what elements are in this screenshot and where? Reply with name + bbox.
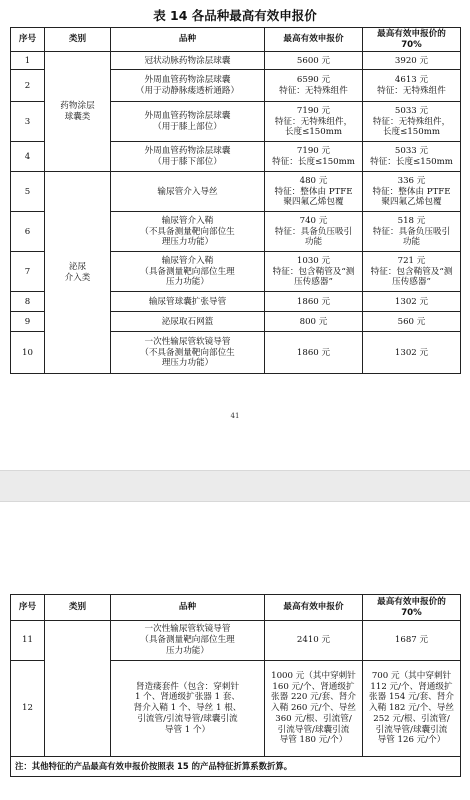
cell-max-price: 1030 元 特征：包含鞘管及“测 压传感器”: [265, 252, 363, 292]
header-price-70: 最高有效申报价的 70%: [363, 28, 461, 52]
table-note-row: [11, 757, 461, 777]
cell-category: [45, 621, 111, 757]
cell-product: 输尿管介入鞘 （不具备测量靶向部位生 理压力功能）: [111, 212, 265, 252]
cell-product: 肾造瘘套件（包含：穿刺针 1 个、肾通级扩张器 1 套、 肾介入鞘 1 个、导丝 1 根、 引流管/引流导管/球囊引流 导管 1 个）: [111, 661, 265, 757]
header-max-price: 最高有效申报价: [265, 28, 363, 52]
cell-price-70: 4613 元 特征：无特殊组件: [363, 70, 461, 102]
price-table-part-2: [10, 594, 461, 777]
cell-max-price: 480 元 特征：整体由 PTFE 聚四氟乙烯包覆: [265, 172, 363, 212]
header-price-70: 最高有效申报价的 70%: [363, 595, 461, 621]
page-number: 41: [230, 412, 240, 420]
cell-price-70: 1302 元: [363, 332, 461, 374]
cell-no: 2: [11, 70, 45, 102]
cell-no: 3: [11, 102, 45, 142]
cell-max-price: 7190 元 特征：长度≤150mm: [265, 142, 363, 172]
cell-no: 1: [11, 52, 45, 70]
table-header-row: [11, 28, 461, 52]
cell-price-70: 1302 元: [363, 292, 461, 312]
cell-max-price: 1860 元: [265, 332, 363, 374]
cell-no: 9: [11, 312, 45, 332]
table-row: [11, 172, 461, 212]
cell-product: 泌尿取石网篮: [111, 312, 265, 332]
cell-price-70: 336 元 特征：整体由 PTFE 聚四氟乙烯包覆: [363, 172, 461, 212]
cell-max-price: 5600 元: [265, 52, 363, 70]
cell-product: 一次性输尿管软镜导管 （具备测量靶向部位生理 压力功能）: [111, 621, 265, 661]
cell-no: 4: [11, 142, 45, 172]
cell-no: 6: [11, 212, 45, 252]
cell-no: 10: [11, 332, 45, 374]
table-title: 表 14 各品种最高有效申报价: [153, 8, 317, 23]
header-no: 序号: [11, 595, 45, 621]
cell-max-price: 6590 元 特征：无特殊组件: [265, 70, 363, 102]
cell-price-70: 5033 元 特征：长度≤150mm: [363, 142, 461, 172]
cell-product: 外周血管药物涂层球囊 （用于动静脉瘘透析通路）: [111, 70, 265, 102]
cell-product: 输尿管介入鞘 （具备测量靶向部位生理 压力功能）: [111, 252, 265, 292]
header-product: 品种: [111, 28, 265, 52]
header-max-price: 最高有效申报价: [265, 595, 363, 621]
cell-product: 外周血管药物涂层球囊 （用于膝上部位）: [111, 102, 265, 142]
cell-product: 一次性输尿管软镜导管 （不具备测量靶向部位生 理压力功能）: [111, 332, 265, 374]
table-row: [11, 621, 461, 661]
cell-product: 外周血管药物涂层球囊 （用于膝下部位）: [111, 142, 265, 172]
cell-price-70: 3920 元: [363, 52, 461, 70]
page-separator: [0, 470, 470, 502]
cell-no: 8: [11, 292, 45, 312]
cell-price-70: 518 元 特征：具备负压吸引 功能: [363, 212, 461, 252]
cell-no: 5: [11, 172, 45, 212]
table-row: [11, 52, 461, 70]
header-no: 序号: [11, 28, 45, 52]
cell-product: 输尿管介入导丝: [111, 172, 265, 212]
cell-price-70: 560 元: [363, 312, 461, 332]
cell-max-price: 800 元: [265, 312, 363, 332]
price-table-part-1: [10, 27, 461, 374]
cell-product: 冠状动脉药物涂层球囊: [111, 52, 265, 70]
cell-category: 药物涂层 球囊类: [45, 52, 111, 172]
cell-max-price: 7190 元 特征：无特殊组件， 长度≤150mm: [265, 102, 363, 142]
cell-price-70: 721 元 特征：包含鞘管及“测 压传感器”: [363, 252, 461, 292]
cell-product: 输尿管球囊扩张导管: [111, 292, 265, 312]
cell-no: 11: [11, 621, 45, 661]
cell-max-price: 1000 元（其中穿刺针 160 元/个、肾通级扩 张器 220 元/套、肾介 入鞘 260 元/个、导丝 360 元/根、引流管/ 引流导管/球囊引流 导管 180 元/个）: [265, 661, 363, 757]
document-page-2: [0, 502, 470, 800]
header-category: 类别: [45, 28, 111, 52]
cell-category: 泌尿 介入类: [45, 172, 111, 374]
table-note: 注：其他特征的产品最高有效申报价按照表 15 的产品特征折算系数折算。: [11, 757, 461, 777]
cell-price-70: 700 元（其中穿刺针 112 元/个、肾通级扩 张器 154 元/套、肾介 入鞘 182 元/个、导丝 252 元/根、引流管/ 引流导管/球囊引流 导管 126 元/个）: [363, 661, 461, 757]
cell-no: 7: [11, 252, 45, 292]
header-category: 类别: [45, 595, 111, 621]
cell-price-70: 1687 元: [363, 621, 461, 661]
cell-max-price: 1860 元: [265, 292, 363, 312]
header-product: 品种: [111, 595, 265, 621]
cell-max-price: 740 元 特征：具备负压吸引 功能: [265, 212, 363, 252]
cell-price-70: 5033 元 特征：无特殊组件， 长度≤150mm: [363, 102, 461, 142]
cell-no: 12: [11, 661, 45, 757]
table-header-row: [11, 595, 461, 621]
cell-max-price: 2410 元: [265, 621, 363, 661]
